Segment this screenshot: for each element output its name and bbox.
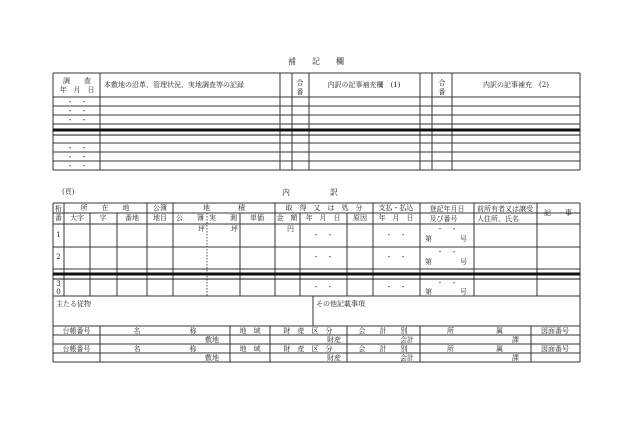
row-number: 2 — [56, 253, 61, 261]
name-header: 名 称 — [133, 345, 197, 353]
name-header: 名 称 — [133, 327, 197, 335]
go-label: 号 — [460, 288, 467, 296]
affiliation-header: 所 属 — [447, 327, 503, 335]
registration-date: ・ ・ — [436, 248, 458, 256]
cause-header: 原因 — [353, 214, 367, 222]
jissoku-header: 実 測 — [209, 214, 237, 222]
page-label: (頁) — [62, 188, 75, 196]
survey-date: ・ ・ — [66, 116, 88, 124]
chimoku-header: 地目 — [153, 214, 167, 222]
tsubo-unit: 坪 — [231, 225, 238, 233]
survey-date: ・ ・ — [66, 153, 88, 161]
tanka-header: 単価 — [250, 214, 264, 222]
survey-date: ・ ・ — [66, 98, 88, 106]
aza-header: 字 — [99, 214, 107, 222]
other-notes-label: その他記載事項 — [316, 300, 365, 308]
keta-header: 桁 番 — [55, 205, 62, 223]
payment-date: ・ ・ — [385, 283, 407, 291]
section-label: 課 — [512, 336, 519, 344]
banchi-header: 番地 — [125, 214, 139, 222]
survey-date: ・ ・ — [66, 107, 88, 115]
location-header: 所 在 地 — [80, 204, 130, 212]
dai-label: 第 — [425, 235, 432, 243]
breakdown-supplement-2-header: 内訳の記事補充 (2) — [483, 81, 549, 89]
dai-label: 第 — [425, 258, 432, 266]
drawing-number-header: 図面番号 — [541, 327, 569, 335]
breakdown-title: 内 訳 — [282, 188, 338, 197]
registration-header: 登記年月日 及び番号 — [429, 205, 465, 223]
payment-date-header: 年 月 日 — [378, 214, 414, 222]
row-number: 3 0 — [56, 280, 61, 297]
site-label: 敷地 — [205, 354, 219, 362]
acq-date: ・ ・ — [312, 283, 334, 291]
dai-label: 第 — [425, 288, 432, 296]
section-label: 課 — [512, 354, 519, 362]
property-label: 財産 — [327, 354, 341, 362]
main-fixtures-label: 主たる従物 — [56, 300, 91, 308]
breakdown-supplement-1-header: 内訳の記事補充欄 (1) — [327, 81, 401, 89]
record-header: 本敷地の沿革、管理状況、実地調査等の記録 — [104, 81, 244, 89]
registration-date: ・ ・ — [436, 279, 458, 287]
property-class-header: 財 産 区 分 — [283, 327, 333, 335]
survey-header-2: 年 月 日 — [59, 86, 95, 94]
payment-date: ・ ・ — [385, 253, 407, 261]
go-label: 号 — [460, 235, 467, 243]
prior-owner-header: 前所有者又は譲受 人住所、氏名 — [477, 205, 533, 223]
area-header: 地 積 — [203, 204, 245, 212]
account-header: 会 計 別 — [358, 345, 408, 353]
registration-date: ・ ・ — [436, 225, 458, 233]
account-label: 会計 — [400, 354, 414, 362]
account-label: 会計 — [400, 336, 414, 344]
acq-date: ・ ・ — [312, 231, 334, 239]
payment-date: ・ ・ — [385, 231, 407, 239]
ledger-number-header: 台帳番号 — [62, 345, 91, 353]
region-header: 地 域 — [239, 327, 261, 335]
row-number: 1 — [56, 231, 61, 239]
affiliation-header: 所 属 — [447, 345, 503, 353]
yen-unit: 円 — [287, 225, 294, 233]
property-class-header: 財 産 区 分 — [283, 345, 333, 353]
survey-date: ・ ・ — [66, 144, 88, 152]
supplement-title: 補 記 欄 — [288, 57, 344, 66]
register-header: 公簿 — [153, 204, 167, 212]
payment-header: 支払・払込 — [378, 204, 414, 212]
site-label: 敷地 — [205, 336, 219, 344]
survey-date: ・ ・ — [66, 162, 88, 170]
kobo-area-header: 公 簿 — [176, 214, 204, 222]
tsubo-unit: 坪 — [198, 225, 205, 233]
remarks-header: 記 事 — [544, 209, 572, 217]
acq-date-header: 年 月 日 — [305, 214, 341, 222]
ledger-number-header: 台帳番号 — [62, 327, 91, 335]
go-label: 号 — [460, 258, 467, 266]
property-label: 財産 — [327, 336, 341, 344]
region-header: 地 域 — [239, 345, 261, 353]
drawing-number-header: 図面番号 — [541, 345, 569, 353]
account-header: 会 計 別 — [358, 327, 408, 335]
acquisition-header: 取 得 又 は 処 分 — [285, 204, 363, 212]
gouban-header-2: 合 番 — [438, 79, 446, 97]
oaza-header: 大字 — [70, 214, 84, 222]
gouban-header-1: 合 番 — [296, 79, 304, 97]
survey-header-1: 調 査 — [63, 77, 91, 85]
kingaku-header: 金 額 — [276, 214, 298, 222]
acq-date: ・ ・ — [312, 253, 334, 261]
